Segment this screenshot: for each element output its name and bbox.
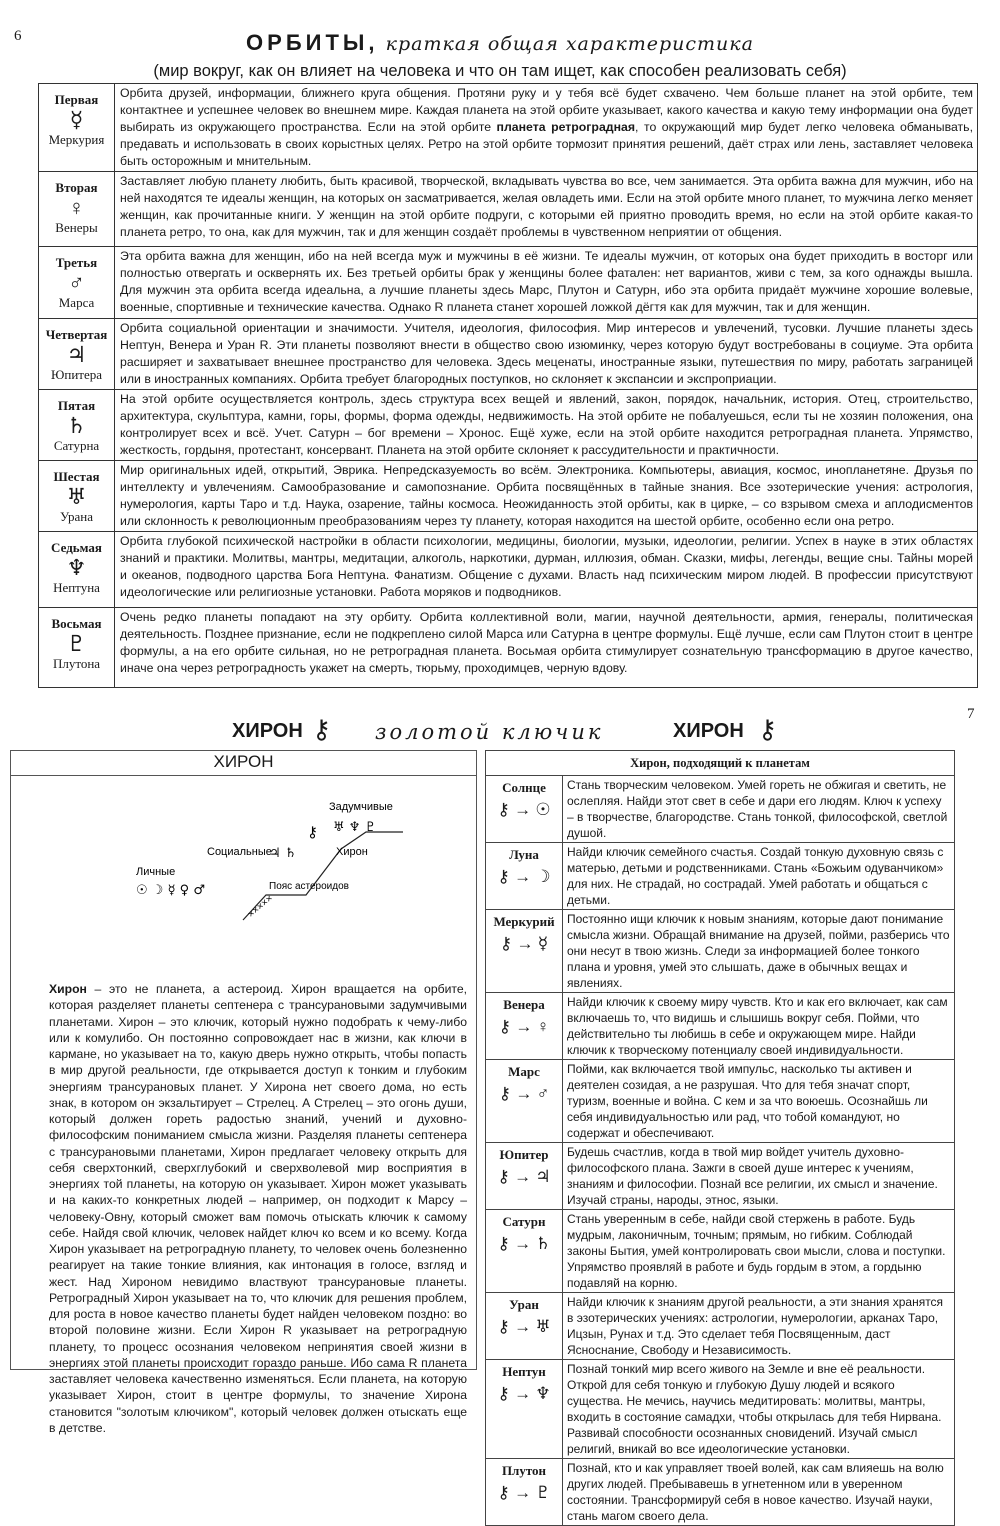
orbit-row [39,608,978,688]
planet-glyph-icon: ♂ [68,270,85,295]
chiron-to-planet-icon: ⚷ → ♇ [497,1483,551,1502]
orbit-text-bold: планета ретроградная [496,120,636,134]
title-bold: ОРБИТЫ, [246,30,379,55]
chiron-planet-name: Юпитер [499,1147,549,1162]
chiron-to-planet-icon: ⚷ → ♃ [497,1167,551,1186]
orbit-title: Пятая [57,398,96,413]
orbit-text: Заставляет любую планету любить, быть красивой, творческой, вкладывать чувства во все, чем занимается. Эта орбита важна для мужчин, ибо на ней находятся те идеалы женщин, на которых он засматривается, желая овладеть ими. Если на этой орбите много планет, то мужчина легко меняет женщин, как прочитанные книги. У женщин на этой орбите подруги, с которыми ей приятно проводить время, но если на этой орбите какая-то планета ретро, то она, как для мужчин, так и для женщин создаёт проблемы в чувственном неприятии от общения. [120,174,973,239]
chiron-planets-table [485,750,955,1526]
chiron-planet-name: Солнце [502,780,546,795]
orbit-text: Эта орбита важна для женщин, ибо на ней всегда муж и мужчины в её жизни. Те идеалы мужчин, от которых она будет приходить в восторг или полностью отвергать и осквернять их. Без третьей орбиты брак у женщины более фатален: нет вариантов, живи с тем, за кого однажды вышла. Для мужчин эта орбита всегда идеальна, а лучшие планеты здесь Марс, Плутон и Сатурн, ибо эта орбита придаёт мужчине хорошие волевые, военные, спортивные и технические качества. Однако R планета станет хорошей ложкой дёгтя как для мужчин, так и для женщин. [120,249,973,314]
orbit-row [39,461,978,532]
orbit-name-cell [39,84,115,172]
orbit-title: Седьмая [51,540,102,555]
chiron-to-planet-icon: ⚷ → ♅ [497,1317,551,1336]
orbit-title: Восьмая [51,616,102,631]
orbit-row [39,532,978,608]
planet-glyph-icon: ♄ [66,413,87,438]
chiron-planet-text: Познай, кто и как управляет твоей волей, как сам влияешь на волю других людей. Пребывавешь в угнетенном или в уверенном состоянии. Трансформируй себя в новое качество. Изучай науки, стань магом своего дела. [563,1459,955,1526]
orbit-text: Орбита глубокой психической настройки в области психологии, медицины, биологии, музыки, идеологии, религии. Успех в науке в этих областях знаний и практики. Молитвы, мантры, медитации, алкоголь, наркотики, дурман, иллюзия, обман. Сказки, мифы, легенды, вещие сны. Тайны морей и океанов, подводного царства Бога Нептуна. Фанатизм. Общение с духами. Власть над психическим миром людей. В профессии присутствуют идеологические или религиозные установки. Работа моряков и подводников. [120,534,973,599]
orbit-name-cell [39,532,115,608]
orbit-row [39,319,978,390]
chiron-planet-text: Стань творческим человеком. Умей гореть не обжигая и светить, не ослепляя. Найди этот свет в себе и дари его людям. Ключ к успеху – в творчестве, благородстве. Стань тонкой, философской, светлой душой. [563,776,955,843]
chiron-planet-text: Стань уверенным в себе, найди свой стержень в работе. Будь мудрым, лаконичным, точным; прямым, но гибким. Соблюдай законы Бытия, умей контролировать свои мысли, слова и поступки. Упрямство проявляй в работе и будь гордым в этом, а гордыню подавляй на корню. [563,1210,955,1293]
title-script: краткая общая характеристика [385,33,754,55]
chiron-planet-name: Сатурн [502,1214,546,1229]
chiron-text [49,981,467,1436]
diagram-label-social: Социальные [207,846,272,858]
chiron-planet-name: Плутон [501,1463,547,1478]
orbit-name-cell [39,247,115,319]
page-number-left: 6 [14,28,22,44]
chiron-planet-cell [486,776,563,843]
orbit-planet: Юпитера [51,367,102,382]
orbit-planet: Меркурия [48,132,105,147]
chiron-to-planet-icon: ⚷ → ☉ [497,800,551,819]
chiron-planet-cell [486,1143,563,1210]
chiron-row [486,1210,955,1293]
chiron-planet-cell [486,1060,563,1143]
orbit-description [115,608,978,688]
chiron-planet-text: Познай тонкий мир всего живого на Земле и вне её реальности. Открой для себя тонкую и глубокую Душу людей и всякого существа. Не мечись, научись медитировать: молитвы, мантры, входить в состояние самадхи, чтобы открылась для тебя Нирвана. Развивай способности осознанных сновидений. Изучай смысл религий, вникай во все идеологические установки. [563,1360,955,1459]
chiron-to-planet-icon: ⚷ → ♂ [498,1084,550,1103]
chiron-body: – это не планета, а астероид. Хирон вращается на орбите, которая разделяет планеты септенера с трансурановыми задумчивыми планетами. Хирон – это ключик, который нужно подобрать к чему-либо или к комулибо. Он постоянно сопровождает нас в жизни, как ключи в кармане, но указывает на то, какую дверь нужно открыть, чтобы попасть в мир другой реальности, где открывается доступ к тонким и глубоким энергиям трансурановых планет. У Хирона нет своего дома, но есть знак, в котором он экзальтирует – Стрелец. А Стрелец – это огонь души, который должен гореть радостью знаний, учений и духовно-философским пониманием смысла жизни. Разделяя планеты септенера с трансурановыми планетами, Хирон предлагает человеку открыть для себя сверхтонкий, сверхглубокий и сверхволевой мир восприятия в энергиях той планеты, на которую он указывает. Хирон может указывать и на каких-то конкретных людей – например, он подходит к Марсу – человеку-Овну, который сможет вам помочь отыскать ключик к самому себе. Найдя свой ключик, человек найдет ключ ко всем и ко всему. Когда Хирон указывает на ретроградную планету, то человек очень болезненно реагирует на такие тонкие влияния, как интонация в голосе, взгляд и жест. Над Хироном невидимо властвуют трансурановые планеты. Ретроградный Хирон указывает на то, что ключик для решения проблем, для роста в новое качество планеты будет найден человеком поздно: во второй половине жизни. Если Хирон R указывает на ретроградную планету, то процесс осознания человеком непринятия своей жизни в энергиях этой планеты происходит гораздо раньше. Ибо сама R планета заставляет человека качественно изменяться. Если планета, на которую указывает Хирон, стоит в центре формулы, то значение Хирона становится "золотым ключиком", который человек должен отыскать еще в детстве. [49,982,467,1435]
chiron-icon: ⚷ [312,714,332,744]
orbit-row [39,84,978,172]
planet-glyph-icon: ♆ [66,555,87,580]
orbit-row [39,172,978,247]
chiron-box-header: ХИРОН [11,751,476,776]
orbit-name-cell [39,172,115,247]
orbit-title: Третья [55,255,98,270]
chiron-planet-text: Найди ключик к своему миру чувств. Кто и как его включает, как сам включаешь то, что видишь и слышишь вокруг себя. Пойми, что действительно ты любишь в себе и окружающем мире. Найди ключик к творческому потенциалу своей индивидуальности. [563,993,955,1060]
chiron-planet-text: Найди ключик к знаниям другой реальности, а эти знания хранятся в эзотерических учениях: астрологии, нумерологии, арканах Таро, Ицзын, Рунах и т.д. Это сделает тебя Посвященным, даст Ясноснание, Свободу и Независимость. [563,1293,955,1360]
orbit-description [115,172,978,247]
orbit-title: Вторая [55,180,98,195]
orbit-diagram [11,777,476,947]
title-golden-key: золотой ключик [375,720,604,744]
orbit-text: Орбита социальной ориентации и значимости. Учителя, идеология, философия. Мир интересов и увлечений, тусовки. Лучшие планеты здесь Нептун, Венера и Уран R. Эти планеты позволяют внести в общество свою изюминку, через которую будут востребованы в социуме. Эта орбита расширяет и захватывает внешнее пространство для человека. Здесь меценаты, иностранные языки, путешествия по миру, работать заграницей или в иностранных компаниях. Орбита требует благородных поступков, но склоняет к экспансии и экспроприации. [120,321,973,386]
chiron-row [486,1293,955,1360]
orbit-text: Орбита друзей, информации, ближнего круга общения. Протяни руку и у тебя всё будет схвачено. Чем больше планет на этой орбите, тем контактнее и успешнее человек во внешнем мире. Каждая планета на этой орбите указывает, какого качества и какую тему информации она будет выбирать из окружающего пространства. Если на этой орбите [120,86,973,134]
chiron-row [486,1143,955,1210]
diagram-glyphs-pensive: ♅ ♆ ♇ [333,820,377,835]
title-chiron-left: ХИРОН [232,720,303,742]
chiron-planet-name: Уран [509,1297,539,1312]
chiron-icon: ⚷ [758,714,778,744]
planet-glyph-icon: ☿ [69,107,84,132]
diagram-label-pensive: Задумчивые [329,801,393,813]
orbit-planet: Венеры [55,220,98,235]
orbit-title: Первая [54,92,99,107]
chiron-to-planet-icon: ⚷ → ♄ [497,1234,551,1253]
chiron-planet-name: Нептун [502,1364,546,1379]
chiron-planet-text: Будешь счастлив, когда в твой мир войдет учитель духовно-философского плана. Зажги в своей душе интерес к учениям, знаниям и философии. Познай все религии, их смысл и значение. Изучай страны, народы, этнос, языки. [563,1143,955,1210]
chiron-row [486,910,955,993]
chiron-planet-name: Меркурий [493,914,555,929]
orbit-planet: Сатурна [53,438,100,453]
chiron-planet-cell [486,1459,563,1526]
chiron-row [486,776,955,843]
chiron-planet-cell [486,1293,563,1360]
orbit-planet: Плутона [52,656,101,671]
orbit-description [115,84,978,172]
page-title [0,30,1000,56]
chiron-to-planet-icon: ⚷ → ☿ [499,934,549,953]
orbit-text-cont: , то окружающий мир будет легко человека обманывать, предавать и использовать в своих корыстных целях. Ретро на этой орбите тормозит принятия решений, даёт страх или лень, заставляет человека быть осторожным и мнительным. [120,120,973,168]
chiron-to-planet-icon: ⚷ → ♆ [497,1384,551,1403]
chiron-to-planet-icon: ⚷ → ☽ [497,867,551,886]
chiron-description-box [10,750,477,1435]
svg-text:×××××: ××××× [245,893,276,921]
chiron-planet-text: Пойми, как включается твой импульс, насколько ты активен и деятелен созидая, а не разрушая. Что для тебя значат спорт, туризм, военные и война. С кем и за что воюешь. Осознайшь ли себя индивидуальностью или рад, что тобой командуют, но содержат и обеспечивают. [563,1060,955,1143]
orbit-description [115,319,978,390]
planet-glyph-icon: ♃ [66,342,87,367]
orbit-planet: Урана [59,509,94,524]
orbit-row [39,390,978,461]
chiron-planet-cell [486,843,563,910]
chiron-row [486,1360,955,1459]
asteroid-belt-marks [246,893,276,920]
diagram-label-chiron: Хирон [336,846,368,858]
chiron-planet-name: Марс [508,1064,540,1079]
orbit-text: На этой орбите осуществляется контроль, здесь структура всех вещей и явлений, закон, порядок, начальник, история. Отец, строительство, архитектура, скульптура, камни, горы, формы, форма одежды, недвижимость. На этой орбите не побалуешься, если ты не хозяин положения, она контролирует всех и всё. Учет. Сатурн – бог времени – Хронос. Ещё хуже, если на этой орбите находится ретроградная планета. Упрямство, жесткость, гордыня, протестант, консервант. Планета на этой орбите склоняет к рассудительности и практичности. [120,392,973,457]
orbit-name-cell [39,319,115,390]
chiron-planets-header: Хирон, подходящий к планетам [486,751,955,776]
orbit-row [39,247,978,319]
chiron-planet-text: Постоянно ищи ключик к новым знаниям, которые дают понимание смысла жизни. Обращай внимание на друзей, пойми, разберись что они несут в твою жизнь. Следи за информацией более тонкого плана и уровня, умей это слышать, даже в обычных вещах и явлениях. [563,910,955,993]
orbit-name-cell [39,390,115,461]
title-chiron-right: ХИРОН [673,720,744,742]
chiron-planet-text: Найди ключик семейного счастья. Создай тонкую духовную связь с матерью, детьми и родственниками. Стань «Божьим одуванчиком» для них. Не страдай, но сострадай. Умей работать и общаться с детьми. [563,843,955,910]
diagram-glyphs-personal: ☉ ☽ ☿ ♀ ♂ [136,883,205,898]
orbit-text: Очень редко планеты попадают на эту орбиту. Орбита коллективной воли, магии, научной деятельности, армия, генералы, политическая деятельность. Позднее признание, если не подкреплено силой Марса или Сатурна в центре формулы. Ещё лучше, если сам Плутон стоит в центре формулы, а на его орбите сильная, но не ретроградная планета. Восьмая орбита стимулирует сознательную трансформацию в другое качество, иначе она через ретроградность укажет на смерть, тюрьму, проходимцев, черную вдову. [120,610,973,675]
orbit-description [115,390,978,461]
chiron-planet-name: Венера [503,997,545,1012]
diagram-label-personal: Личные [136,866,176,878]
orbit-planet: Марса [58,295,95,310]
chiron-row [486,1459,955,1526]
chiron-row [486,1060,955,1143]
orbit-title: Четвертая [45,327,108,342]
diagram-glyphs-social: ♃ ♄ [269,846,297,861]
orbits-table [38,83,978,688]
chiron-row [486,843,955,910]
orbit-text: Мир оригинальных идей, открытий, Эврика. Непредсказуемость во всём. Электроника. Компьютеры, авиация, космос, инопланетяне. Друзья по интеллекту и увлечениям. Самообразование и самопознание. Орбита посвящённых в тайные знания. Все эзотерические учения: астрология, нумерология, карты Таро и т.д. Наука, озарение, тайны космоса. Неожиданность этой орбиты, как в цирке, – со взрывом смеха и аплодисментов или склонность к революционным преобразованиям через ту планету, которая находится на шестой орбите, особенно если она ретро. [120,463,973,528]
page-number-right: 7 [967,706,975,722]
orbit-description [115,532,978,608]
chiron-icon: ⚷ [307,823,318,841]
chiron-to-planet-icon: ⚷ → ♀ [498,1017,550,1036]
chiron-lead: Хирон [49,982,87,996]
orbit-description [115,461,978,532]
orbit-name-cell [39,461,115,532]
orbit-description [115,247,978,319]
orbit-title: Шестая [53,469,100,484]
chiron-planet-cell [486,1360,563,1459]
chiron-planet-cell [486,1210,563,1293]
page-subtitle: (мир вокруг, как он влияет на человека и что он там ищет, как способен реализовать себя) [153,62,847,80]
planet-glyph-icon: ♅ [66,484,87,509]
planet-glyph-icon: ♀ [68,195,85,220]
orbit-planet: Нептуна [53,580,100,595]
orbit-name-cell [39,608,115,688]
chiron-planet-cell [486,993,563,1060]
planet-glyph-icon: ♇ [66,631,87,656]
chiron-planet-cell [486,910,563,993]
diagram-label-asteroid-belt: Пояс астероидов [269,881,349,892]
chiron-page [0,700,1000,1523]
chiron-row [486,993,955,1060]
chiron-planet-name: Луна [509,847,539,862]
